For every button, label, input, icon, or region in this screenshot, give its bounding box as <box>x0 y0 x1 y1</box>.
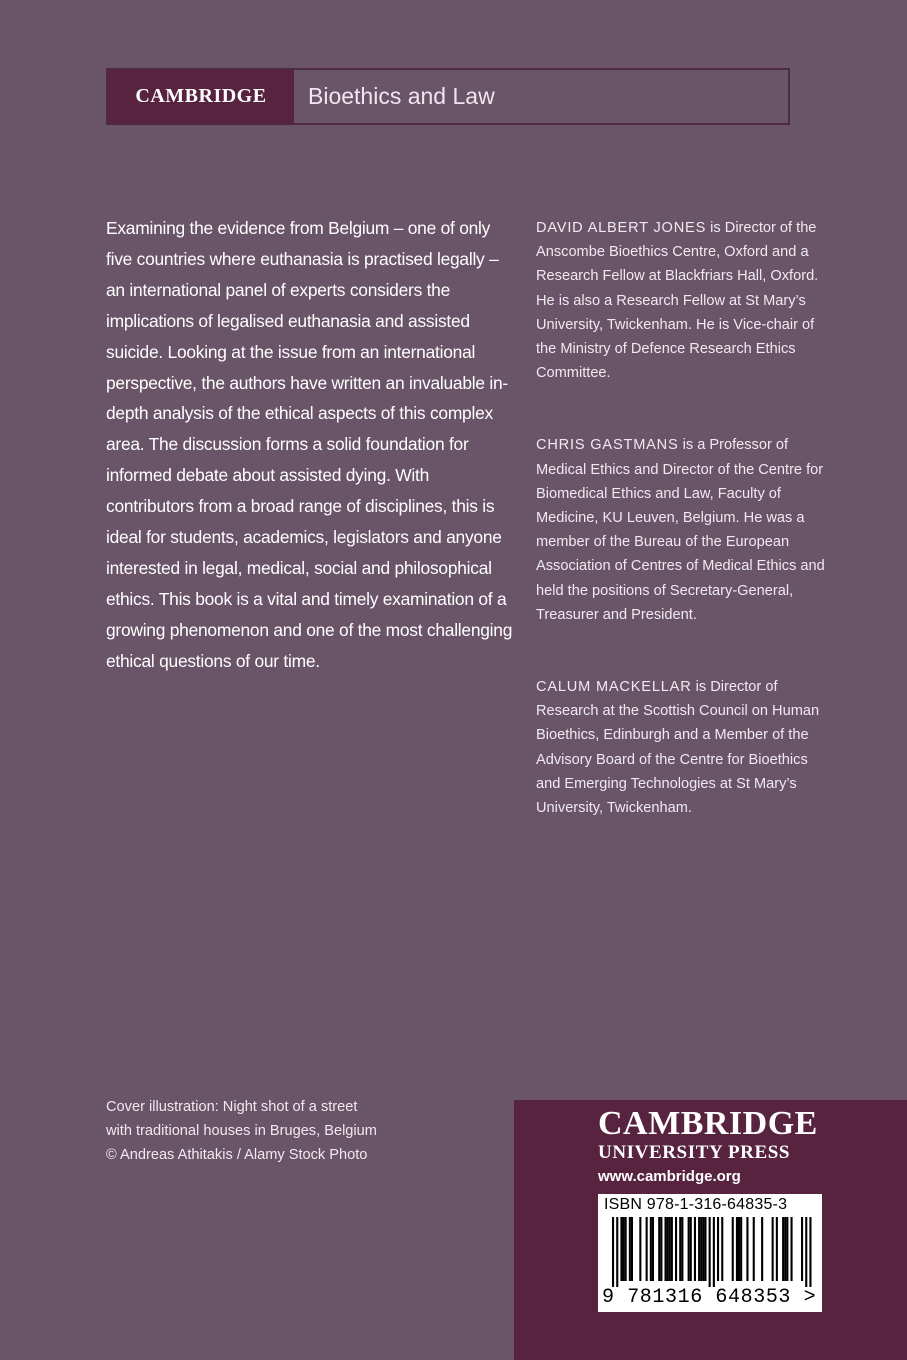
barcode-bar <box>679 1217 681 1281</box>
barcode-bar <box>721 1217 723 1281</box>
series-brand: CAMBRIDGE <box>108 70 294 123</box>
barcode-bar <box>667 1217 669 1281</box>
barcode-bar <box>809 1217 811 1287</box>
barcode-bar <box>625 1217 627 1281</box>
barcode-bar <box>616 1217 618 1287</box>
author-name: DAVID ALBERT JONES <box>536 220 707 236</box>
barcode <box>602 1217 818 1287</box>
barcode-bar <box>732 1217 734 1281</box>
publisher-block <box>514 1100 907 1360</box>
barcode-bar <box>761 1217 763 1281</box>
cover-credit <box>106 1095 426 1168</box>
barcode-bar <box>717 1217 719 1281</box>
author-bio <box>536 433 826 627</box>
barcode-bar <box>776 1217 778 1281</box>
publisher-logo-name: CAMBRIDGE <box>598 1105 818 1142</box>
barcode-bar <box>669 1217 671 1281</box>
barcode-bar <box>738 1217 740 1281</box>
barcode-bar <box>681 1217 683 1281</box>
author-bio <box>536 216 826 385</box>
barcode-bar <box>700 1217 702 1281</box>
author-bios <box>536 216 826 868</box>
barcode-bar <box>713 1217 715 1287</box>
barcode-bar <box>658 1217 660 1281</box>
barcode-bar <box>805 1217 807 1287</box>
barcode-panel <box>598 1194 822 1312</box>
barcode-bar <box>639 1217 641 1281</box>
barcode-bar <box>660 1217 662 1281</box>
isbn-label: ISBN 978-1-316-64835-3 <box>604 1196 788 1213</box>
barcode-bar <box>784 1217 786 1281</box>
barcode-bar <box>698 1217 700 1281</box>
publisher-url: www.cambridge.org <box>598 1168 741 1185</box>
barcode-bar <box>740 1217 742 1281</box>
cover-credit-line: © Andreas Athitakis / Alamy Stock Photo <box>106 1147 368 1164</box>
author-name: CHRIS GASTMANS <box>536 437 679 454</box>
barcode-bar <box>786 1217 788 1281</box>
author-bio-text: is Director of Research at the Scottish Council on Human Bioethics, Edinburgh and a Member of the Advisory Board of the Centre for Bioethics and Emerging Technologies at St Mary’s University, Twickenham. <box>536 679 820 817</box>
series-title: Bioethics and Law <box>308 83 495 109</box>
barcode-bar <box>709 1217 711 1287</box>
barcode-bar <box>702 1217 704 1281</box>
barcode-bar <box>688 1217 690 1281</box>
barcode-bar <box>671 1217 673 1281</box>
barcode-bar <box>753 1217 755 1281</box>
barcode-bar <box>782 1217 784 1281</box>
barcode-bar <box>623 1217 625 1281</box>
barcode-bar <box>791 1217 793 1281</box>
author-bio <box>536 675 826 820</box>
barcode-bar <box>690 1217 692 1281</box>
book-blurb: Examining the evidence from Belgium – one of only five countries where euthanasia is practised legally – an international panel of experts considers the implications of legalised euthanasia and assisted suicide. Looking at the issue from an international perspective, the authors have written an invaluable in-depth analysis of the ethical aspects of this complex area. The discussion forms a solid foundation for informed debate about assisted dying. With contributors from a broad range of disciplines, this is ideal for students, academics, legislators and anyone interested in legal, medical, social and philosophical ethics. This book is a vital and timely examination of a growing phenomenon and one of the most challenging ethical questions of our time. <box>106 218 513 671</box>
author-bio-text: is a Professor of Medical Ethics and Director of the Centre for Biomedical Ethics and Law, Faculty of Medicine, KU Leuven, Belgium. He was a member of the Bureau of the European Association of Centres of Medical Ethics and held the positions of Secretary-General, Treasurer and President. <box>536 437 825 623</box>
author-bio-text: is Director of the Anscombe Bioethics Centre, Oxford and a Research Fellow at Blackfriars Hall, Oxford. He is also a Research Fellow at St Mary’s University, Twickenham. He is Vice-chair of the Ministry of Defence Research Ethics Committee. <box>536 220 819 382</box>
barcode-bar <box>646 1217 648 1281</box>
author-name: CALUM MACKELLAR <box>536 679 692 696</box>
barcode-bar <box>631 1217 633 1281</box>
barcode-bar <box>746 1217 748 1281</box>
barcode-bar <box>675 1217 677 1281</box>
barcode-bar <box>801 1217 803 1281</box>
publisher-logo-subtitle: UNIVERSITY PRESS <box>598 1142 791 1163</box>
cover-credit-line: with traditional houses in Bruges, Belgium <box>106 1123 377 1140</box>
cover-credit-line: Cover illustration: Night shot of a street <box>106 1099 358 1115</box>
barcode-bar <box>772 1217 774 1281</box>
barcode-bar <box>694 1217 696 1281</box>
barcode-bar <box>704 1217 706 1281</box>
series-banner <box>106 68 790 125</box>
barcode-bar <box>652 1217 654 1281</box>
barcode-bar <box>620 1217 622 1281</box>
barcode-bar <box>736 1217 738 1281</box>
barcode-bar <box>650 1217 652 1281</box>
barcode-bar <box>629 1217 631 1281</box>
barcode-bar <box>612 1217 614 1287</box>
barcode-bar <box>665 1217 667 1281</box>
barcode-digits: 9 781316 648353 > <box>602 1286 817 1309</box>
